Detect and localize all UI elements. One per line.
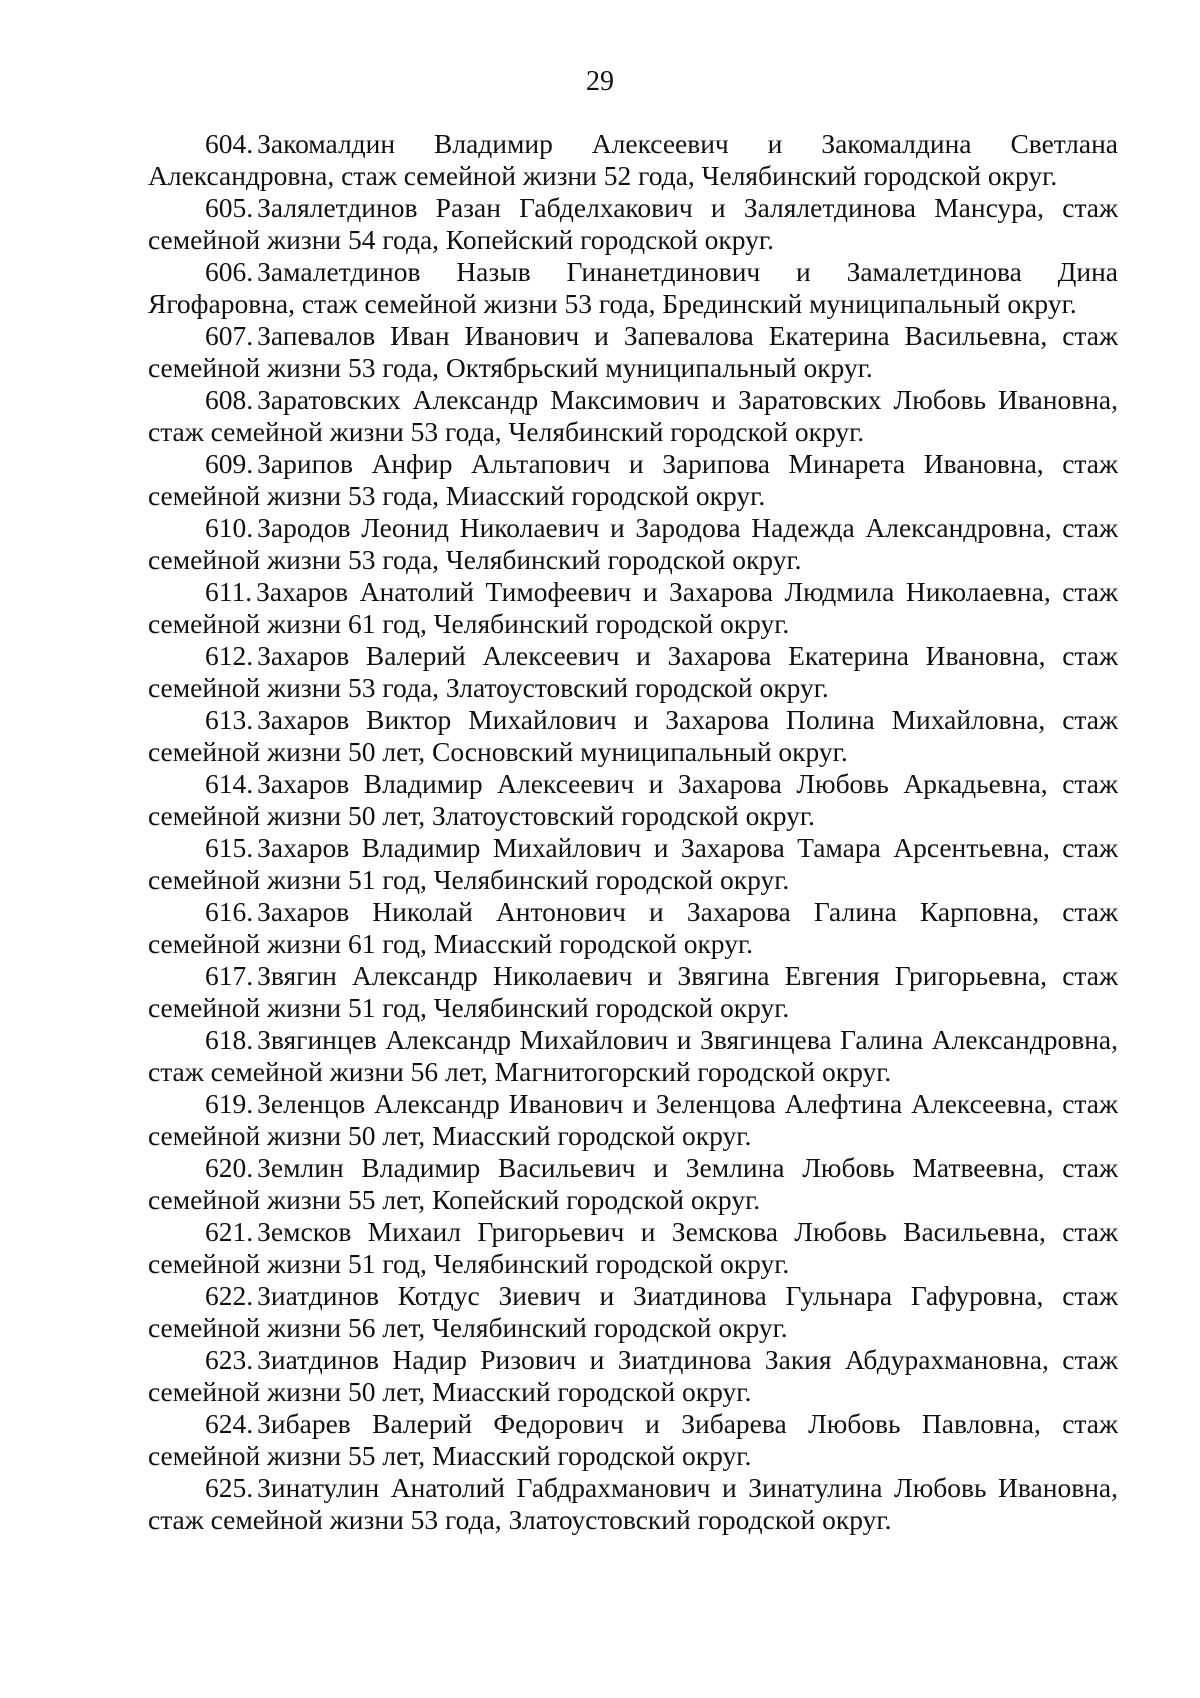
list-item bbox=[148, 128, 1118, 192]
list-item bbox=[148, 896, 1118, 960]
entry-text: Зибарев Валерий Федорович и Зибарева Любовь Павловна, стаж семейной жизни 55 лет, Миасский городской округ. bbox=[148, 1408, 1118, 1471]
entry-number: 613. bbox=[205, 704, 254, 735]
entry-text: Захаров Виктор Михайлович и Захарова Полина Михайловна, стаж семейной жизни 50 лет, Сосновский муниципальный округ. bbox=[148, 704, 1118, 767]
list-item bbox=[148, 1152, 1118, 1216]
entry-text: Захаров Николай Антонович и Захарова Галина Карповна, стаж семейной жизни 61 год, Миасский городской округ. bbox=[148, 896, 1118, 959]
entry-number: 606. bbox=[205, 256, 254, 287]
list-item bbox=[148, 192, 1118, 256]
entry-text: Захаров Владимир Михайлович и Захарова Тамара Арсентьевна, стаж семейной жизни 51 год, Челябинский городской округ. bbox=[148, 832, 1118, 895]
entry-text: Землин Владимир Васильевич и Землина Любовь Матвеевна, стаж семейной жизни 55 лет, Копейский городской округ. bbox=[148, 1152, 1118, 1215]
entry-number: 615. bbox=[205, 832, 254, 863]
list-item bbox=[148, 1344, 1118, 1408]
list-item bbox=[148, 1280, 1118, 1344]
entry-text: Захаров Валерий Алексеевич и Захарова Екатерина Ивановна, стаж семейной жизни 53 года, Златоустовский городской округ. bbox=[148, 640, 1118, 703]
entry-number: 617. bbox=[205, 960, 254, 991]
entry-text: Зинатулин Анатолий Габдрахманович и Зинатулина Любовь Ивановна, стаж семейной жизни 53 года, Златоустовский городской округ. bbox=[148, 1472, 1118, 1535]
entry-text: Зеленцов Александр Иванович и Зеленцова Алефтина Алексеевна, стаж семейной жизни 50 лет, Миасский городской округ. bbox=[148, 1088, 1118, 1151]
list-item bbox=[148, 1216, 1118, 1280]
list-item bbox=[148, 320, 1118, 384]
entry-number: 620. bbox=[205, 1152, 254, 1183]
entry-number: 607. bbox=[205, 320, 254, 351]
entry-number: 612. bbox=[205, 640, 254, 671]
entry-text: Звягинцев Александр Михайлович и Звягинцева Галина Александровна, стаж семейной жизни 56 лет, Магнитогорский городской округ. bbox=[148, 1024, 1118, 1087]
entry-number: 610. bbox=[205, 512, 254, 543]
entry-number: 608. bbox=[205, 384, 254, 415]
entry-text: Зарипов Анфир Альтапович и Зарипова Минарета Ивановна, стаж семейной жизни 53 года, Миасский городской округ. bbox=[148, 448, 1118, 511]
entry-text: Земсков Михаил Григорьевич и Земскова Любовь Васильевна, стаж семейной жизни 51 год, Челябинский городской округ. bbox=[148, 1216, 1118, 1279]
entry-number: 614. bbox=[205, 768, 254, 799]
entry-number: 621. bbox=[205, 1216, 254, 1247]
page-number: 29 bbox=[586, 66, 614, 97]
list-item bbox=[148, 1408, 1118, 1472]
entry-text: Зиатдинов Надир Ризович и Зиатдинова Закия Абдурахмановна, стаж семейной жизни 50 лет, Миасский городской округ. bbox=[148, 1344, 1118, 1407]
entry-text: Закомалдин Владимир Алексеевич и Закомалдина Светлана Александровна, стаж семейной жизни 52 года, Челябинский городской округ. bbox=[148, 128, 1118, 191]
list-item bbox=[148, 704, 1118, 768]
list-item bbox=[148, 960, 1118, 1024]
entry-number: 623. bbox=[205, 1344, 254, 1375]
entry-number: 604. bbox=[205, 128, 254, 159]
entry-number: 618. bbox=[205, 1024, 254, 1055]
list-item bbox=[148, 832, 1118, 896]
entry-text: Захаров Владимир Алексеевич и Захарова Любовь Аркадьевна, стаж семейной жизни 50 лет, Златоустовский городской округ. bbox=[148, 768, 1118, 831]
entry-text: Замалетдинов Назыв Гинанетдинович и Замалетдинова Дина Ягофаровна, стаж семейной жизни 53 года, Брединский муниципальный округ. bbox=[148, 256, 1118, 319]
entry-number: 619. bbox=[205, 1088, 254, 1119]
entry-number: 605. bbox=[205, 192, 254, 223]
entry-number: 609. bbox=[205, 448, 254, 479]
entry-number: 622. bbox=[205, 1280, 254, 1311]
list-item bbox=[148, 640, 1118, 704]
entry-text: Залялетдинов Разан Габделхакович и Залялетдинова Мансура, стаж семейной жизни 54 года, Копейский городской округ. bbox=[148, 192, 1118, 255]
entry-text: Запевалов Иван Иванович и Запевалова Екатерина Васильевна, стаж семейной жизни 53 года, Октябрьский муниципальный округ. bbox=[148, 320, 1118, 383]
entry-text: Захаров Анатолий Тимофеевич и Захарова Людмила Николаевна, стаж семейной жизни 61 год, Челябинский городской округ. bbox=[148, 576, 1118, 639]
entry-text: Звягин Александр Николаевич и Звягина Евгения Григорьевна, стаж семейной жизни 51 год, Челябинский городской округ. bbox=[148, 960, 1118, 1023]
entry-number: 625. bbox=[205, 1472, 254, 1503]
list-item bbox=[148, 384, 1118, 448]
entry-text: Заратовских Александр Максимович и Заратовских Любовь Ивановна, стаж семейной жизни 53 года, Челябинский городской округ. bbox=[148, 384, 1118, 447]
entry-number: 616. bbox=[205, 896, 254, 927]
list-item bbox=[148, 1088, 1118, 1152]
list-item bbox=[148, 512, 1118, 576]
entry-list bbox=[148, 128, 1118, 1536]
entry-number: 624. bbox=[205, 1408, 254, 1439]
entry-text: Зародов Леонид Николаевич и Зародова Надежда Александровна, стаж семейной жизни 53 года, Челябинский городской округ. bbox=[148, 512, 1118, 575]
entry-number: 611. bbox=[205, 576, 253, 607]
list-item bbox=[148, 1024, 1118, 1088]
list-item bbox=[148, 1472, 1118, 1536]
list-item bbox=[148, 576, 1118, 640]
list-item bbox=[148, 768, 1118, 832]
list-item bbox=[148, 256, 1118, 320]
entry-text: Зиатдинов Котдус Зиевич и Зиатдинова Гульнара Гафуровна, стаж семейной жизни 56 лет, Челябинский городской округ. bbox=[148, 1280, 1118, 1343]
list-item bbox=[148, 448, 1118, 512]
